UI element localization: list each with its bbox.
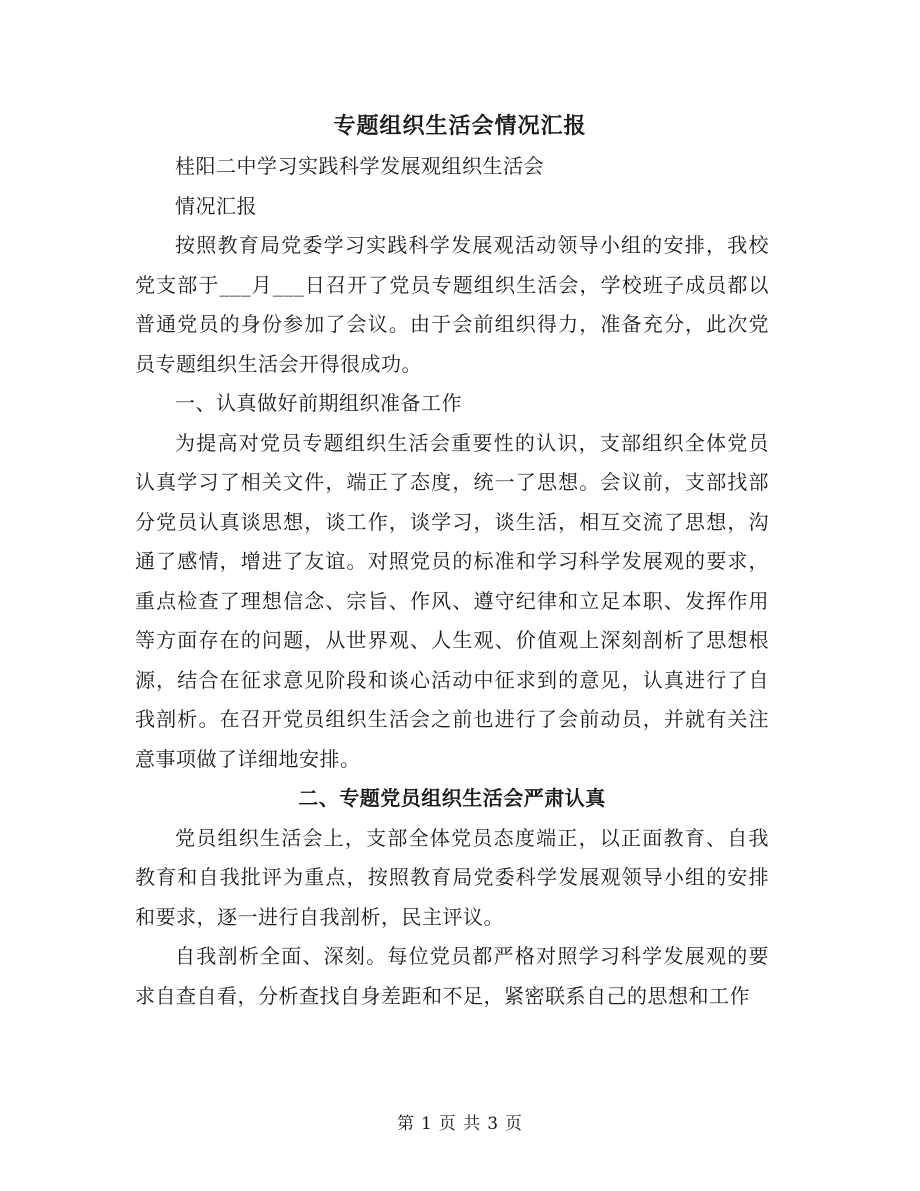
footer-suffix: 页 (505, 1114, 524, 1134)
footer-total-pages: 3 (487, 1114, 500, 1134)
footer-middle: 页 共 (438, 1114, 482, 1134)
footer-page-number: 1 (420, 1114, 433, 1134)
page-footer (0, 1112, 920, 1136)
paragraph-meeting: 党员组织生活会上，支部全体党员态度端正，以正面教育、自我教育和自我批评为重点，按照教育局党委科学发展观领导小组的安排和要求，逐一进行自我剖析，民主评议。 (135, 825, 769, 929)
paragraph-intro: 按照教育局党委学习实践科学发展观活动领导小组的安排，我校党支部于___月___日召开了党员专题组织生活会，学校班子成员都以普通党员的身份参加了会议。由于会前组织得力，准备充分，此次党员专题组织生活会开得很成功。 (135, 233, 769, 376)
paragraph-preparation: 为提高对党员专题组织生活会重要性的认识，支部组织全体党员认真学习了相关文件，端正了态度，统一了思想。会议前，支部找部分党员认真谈思想，谈工作，谈学习，谈生活，相互交流了思想，沟通了感情，增进了友谊。对照党员的标准和学习科学发展观的要求，重点检查了理想信念、宗旨、作风、遵守纪律和立足本职、发挥作用等方面存在的问题，从世界观、人生观、价值观上深刻剖析了思想根源，结合在征求意见阶段和谈心活动中征求到的意见，认真进行了自我剖析。在召开党员组织生活会之前也进行了会前动员，并就有关注意事项做了详细地安排。 (135, 430, 769, 771)
section-heading-1: 一、认真做好前期组织准备工作 (175, 391, 462, 415)
document-title: 专题组织生活会情况汇报 (333, 113, 587, 139)
subtitle-school: 桂阳二中学习实践科学发展观组织生活会 (175, 154, 544, 178)
subtitle-report: 情况汇报 (175, 193, 257, 218)
footer-prefix: 第 (396, 1114, 415, 1134)
section-heading-2: 二、专题党员组织生活会严肃认真 (298, 786, 606, 810)
paragraph-self-analysis: 自我剖析全面、深刻。每位党员都严格对照学习科学发展观的要求自查自看，分析查找自身差距和不足，紧密联系自己的思想和工作 (135, 944, 769, 1008)
document-body (135, 147, 769, 1016)
